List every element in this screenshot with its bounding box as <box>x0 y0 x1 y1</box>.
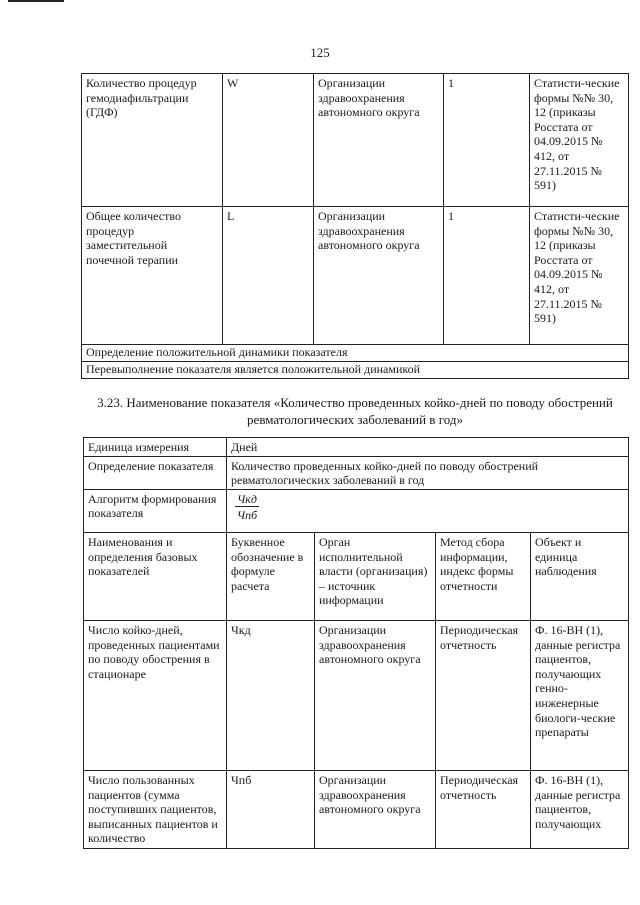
cell-source: Организации здравоохранения автономного округа <box>314 74 444 207</box>
cell-method: Периодическая отчетность <box>436 771 531 849</box>
formula-denominator: Чпб <box>236 508 258 522</box>
cell-index: 1 <box>444 207 530 345</box>
table-row <box>84 771 629 849</box>
cell-symbol: Чпб <box>227 771 315 849</box>
table-row <box>82 345 629 362</box>
indicator-components-table <box>81 73 629 379</box>
dynamics-heading: Определение положительной динамики показателя <box>82 345 629 362</box>
table-row <box>82 207 629 345</box>
definition-value: Количество проведенных койко-дней по поводу обострений ревматологических заболеваний в год <box>227 457 629 490</box>
table-row <box>84 457 629 490</box>
definition-label: Определение показателя <box>84 457 227 490</box>
cell-authority: Организации здравоохранения автономного округа <box>315 621 436 771</box>
cell-forms: Статисти-ческие формы №№ 30, 12 (приказы Росстата от 04.09.2015 № 412, от 27.11.2015 № 591) <box>530 74 629 207</box>
cell-symbol: W <box>223 74 314 207</box>
table-row <box>84 490 629 533</box>
corner-mark <box>8 0 64 2</box>
cell-object: Ф. 16-ВН (1), данные регистра пациентов, получающих генно-инженерные биологи-ческие препараты <box>531 621 629 771</box>
cell-object: Ф. 16-ВН (1), данные регистра пациентов, получающих <box>531 771 629 849</box>
indicator-passport-table <box>83 437 629 849</box>
cell-name: Число койко-дней, проведенных пациентами по поводу обострения в стационаре <box>84 621 227 771</box>
cell-name: Количество процедур гемодиафильтрации (ГДФ) <box>82 74 223 207</box>
header-authority: Орган исполнительной власти (организация) – источник информации <box>315 533 436 621</box>
header-symbol: Буквенное обозначение в формуле расчета <box>227 533 315 621</box>
header-object: Объект и единица наблюдения <box>531 533 629 621</box>
table-header-row <box>84 533 629 621</box>
table-row <box>84 438 629 457</box>
table-row <box>82 74 629 207</box>
cell-method: Периодическая отчетность <box>436 621 531 771</box>
table-row <box>84 621 629 771</box>
dynamics-text: Перевыполнение показателя является положительной динамикой <box>82 362 629 379</box>
page-number: 125 <box>310 45 330 60</box>
cell-forms: Статисти-ческие формы №№ 30, 12 (приказы Росстата от 04.09.2015 № 412, от 27.11.2015 № 591) <box>530 207 629 345</box>
table-row <box>82 362 629 379</box>
cell-index: 1 <box>444 74 530 207</box>
cell-symbol: Чкд <box>227 621 315 771</box>
cell-authority: Организации здравоохранения автономного округа <box>315 771 436 849</box>
unit-value: Дней <box>227 438 629 457</box>
unit-label: Единица измерения <box>84 438 227 457</box>
formula-cell <box>227 490 629 533</box>
algorithm-label: Алгоритм формирования показателя <box>84 490 227 533</box>
cell-name: Число пользованных пациентов (сумма поступивших пациентов, выписанных пациентов и количество <box>84 771 227 849</box>
section-title: 3.23. Наименование показателя «Количество проведенных койко-дней по поводу обострений ревматологических заболеваний в год» <box>97 395 613 427</box>
cell-name: Общее количество процедур заместительной почечной терапии <box>82 207 223 345</box>
formula <box>235 492 259 523</box>
header-name: Наименования и определения базовых показателей <box>84 533 227 621</box>
header-method: Метод сбора информации, индекс формы отчетности <box>436 533 531 621</box>
cell-source: Организации здравоохранения автономного округа <box>314 207 444 345</box>
cell-symbol: L <box>223 207 314 345</box>
formula-numerator: Чкд <box>237 492 257 506</box>
